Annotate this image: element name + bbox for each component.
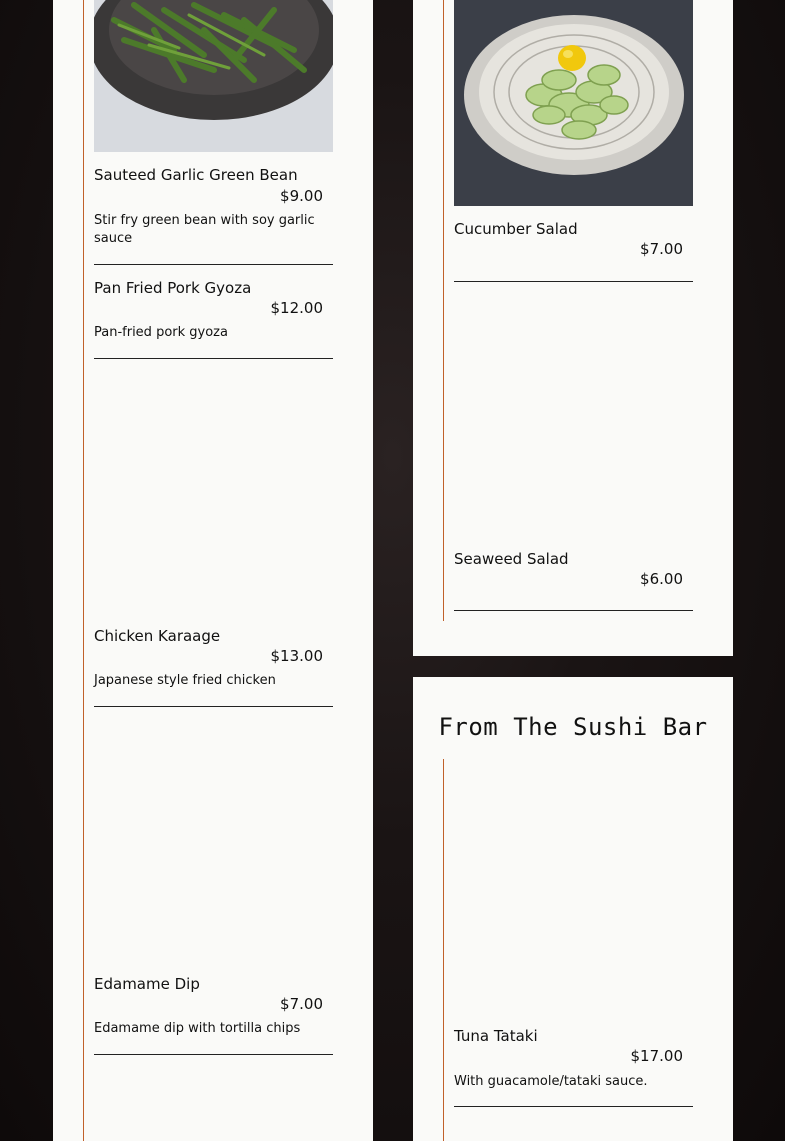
item-price: $17.00 — [630, 1047, 683, 1065]
item-name: Tuna Tataki — [454, 1027, 538, 1045]
item-description: Edamame dip with tortilla chips — [94, 1021, 301, 1036]
sushi-menu-panel — [413, 677, 733, 1141]
item-name: Cucumber Salad — [454, 220, 578, 238]
item-divider — [94, 264, 333, 265]
menu-item[interactable] — [454, 1025, 693, 1107]
green-bean-dish-photo — [94, 0, 333, 152]
item-description: Japanese style fried chicken — [94, 673, 276, 688]
item-name: Edamame Dip — [94, 975, 200, 993]
item-divider — [94, 706, 333, 707]
accent-line — [83, 0, 84, 1141]
item-price: $9.00 — [280, 187, 323, 205]
menu-item[interactable] — [94, 164, 333, 265]
accent-line — [443, 759, 444, 1141]
left-menu-panel — [53, 0, 373, 1141]
menu-item[interactable] — [94, 973, 333, 1055]
item-description: Stir fry green bean with soy garlic sauce — [94, 213, 315, 246]
item-divider — [94, 1054, 333, 1055]
menu-item[interactable] — [94, 277, 333, 359]
item-divider — [454, 610, 693, 611]
menu-item[interactable] — [454, 218, 693, 282]
cucumber-salad-icon — [454, 0, 693, 206]
item-name: Chicken Karaage — [94, 627, 221, 645]
item-name: Pan Fried Pork Gyoza — [94, 279, 252, 297]
item-price: $7.00 — [640, 240, 683, 258]
accent-line — [443, 0, 444, 621]
item-price: $7.00 — [280, 995, 323, 1013]
item-description: With guacamole/tataki sauce. — [454, 1074, 648, 1089]
item-price: $13.00 — [270, 647, 323, 665]
section-title: From The Sushi Bar — [438, 713, 708, 741]
menu-item[interactable] — [454, 548, 693, 611]
green-bean-dish-icon — [94, 0, 333, 152]
item-divider — [454, 1106, 693, 1107]
salad-menu-panel — [413, 0, 733, 656]
item-price: $12.00 — [270, 299, 323, 317]
item-price: $6.00 — [640, 570, 683, 588]
item-divider — [454, 281, 693, 282]
item-name: Sauteed Garlic Green Bean — [94, 166, 298, 184]
item-name: Seaweed Salad — [454, 550, 569, 568]
menu-item[interactable] — [94, 625, 333, 707]
item-description: Pan-fried pork gyoza — [94, 325, 228, 340]
item-divider — [94, 358, 333, 359]
cucumber-salad-photo — [454, 0, 693, 206]
